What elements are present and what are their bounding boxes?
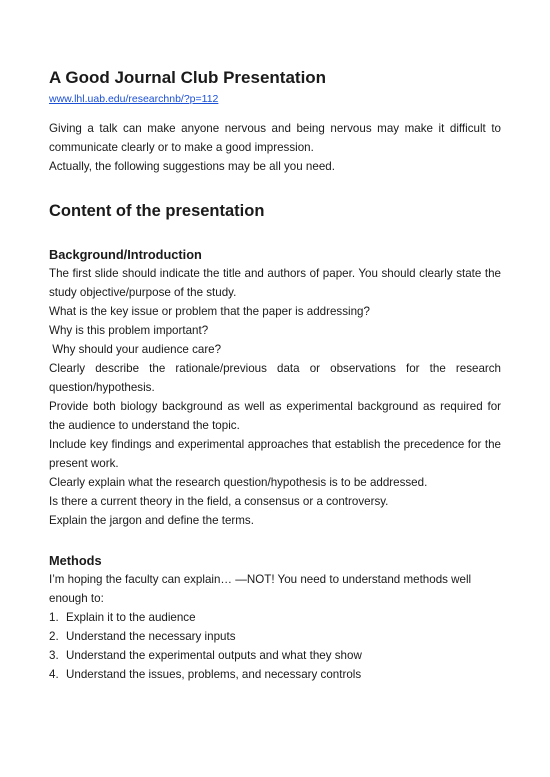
list-text: Understand the necessary inputs — [66, 630, 236, 643]
list-item — [49, 665, 501, 684]
background-paragraph: Is there a current theory in the field, a consensus or a controversy. — [49, 495, 389, 508]
intro-paragraph: Actually, the following suggestions may be all you need. — [49, 160, 335, 173]
intro-block — [49, 119, 501, 176]
list-item — [49, 608, 501, 627]
background-paragraph: Explain the jargon and define the terms. — [49, 514, 254, 527]
list-item — [49, 627, 501, 646]
list-text: Explain it to the audience — [66, 611, 196, 624]
list-number: 1. — [49, 611, 59, 624]
intro-paragraph: Giving a talk can make anyone nervous and being nervous may make it difficult to communicate clearly or to make a good impression. — [49, 122, 501, 154]
background-paragraph: Why should your audience care? — [49, 343, 222, 356]
methods-list — [49, 608, 501, 684]
document-body — [49, 66, 501, 684]
background-block — [49, 264, 501, 530]
document-title: A Good Journal Club Presentation — [49, 68, 327, 87]
section-title: Content of the presentation — [49, 202, 265, 220]
list-text: Understand the experimental outputs and what they show — [66, 649, 362, 662]
background-paragraph: Why is this problem important? — [49, 324, 209, 337]
background-paragraph: Clearly describe the rationale/previous data or observations for the research question/hypothesis. — [49, 362, 501, 394]
list-number: 4. — [49, 668, 59, 681]
background-paragraph: The first slide should indicate the title and authors of paper. You should clearly state the study objective/purpose of the study. — [49, 267, 501, 299]
background-heading: Background/Introduction — [49, 247, 202, 262]
list-text: Understand the issues, problems, and necessary controls — [66, 668, 362, 681]
source-link[interactable]: www.lhl.uab.edu/researchnb/?p=112 — [49, 93, 219, 105]
list-number: 3. — [49, 649, 59, 662]
background-paragraph: Clearly explain what the research question/hypothesis is to be addressed. — [49, 476, 428, 489]
list-number: 2. — [49, 630, 59, 643]
background-paragraph: Include key findings and experimental approaches that establish the precedence for the present work. — [49, 438, 501, 470]
methods-heading: Methods — [49, 553, 102, 568]
methods-intro: I’m hoping the faculty can explain… —NOT! You need to understand methods well enough to: — [49, 573, 472, 605]
background-paragraph: What is the key issue or problem that the paper is addressing? — [49, 305, 370, 318]
list-item — [49, 646, 501, 665]
background-paragraph: Provide both biology background as well as experimental background as required for the audience to understand the topic. — [49, 400, 501, 432]
